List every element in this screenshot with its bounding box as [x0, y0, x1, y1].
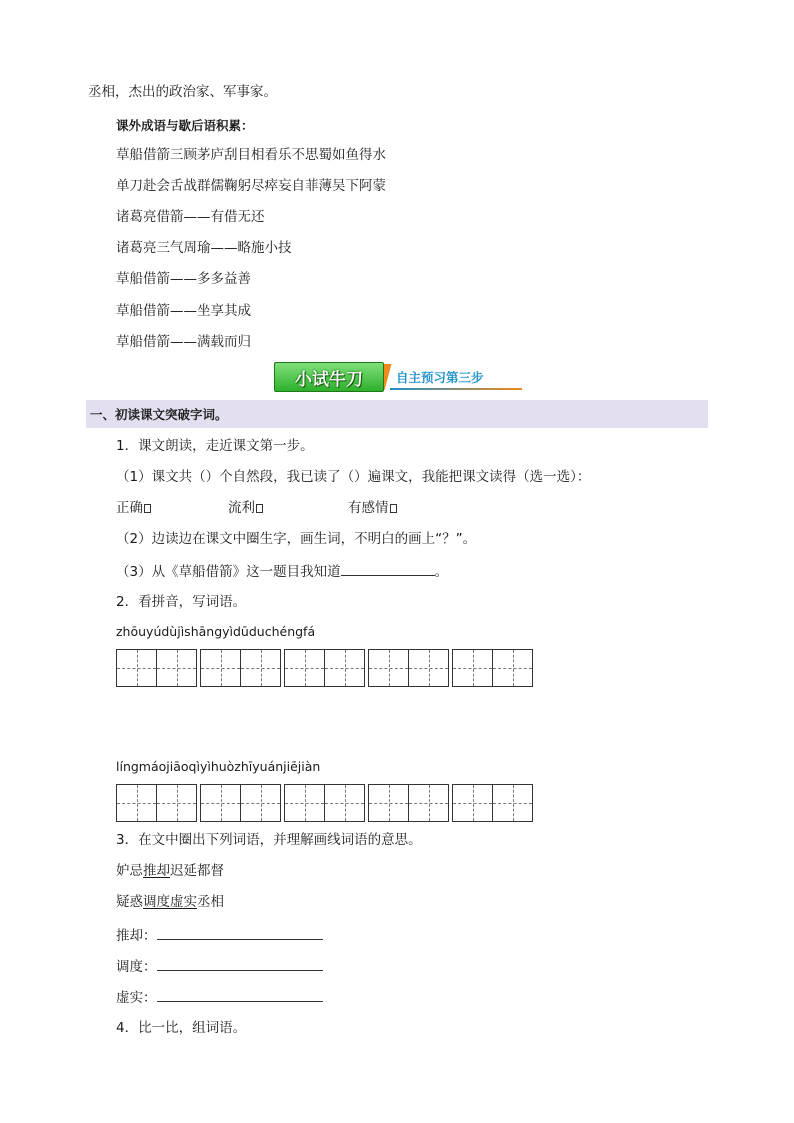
idioms-heading: 课外成语与歇后语积累： [116, 118, 254, 133]
term-label: 调度： [116, 959, 157, 975]
word-box[interactable] [452, 649, 533, 687]
word-box[interactable] [116, 784, 197, 822]
checkbox-icon[interactable] [256, 504, 263, 513]
answer-blank[interactable] [157, 956, 323, 971]
q1-part3-suffix: 。 [434, 564, 449, 580]
q3-title: 3．在文中圈出下列词语，并理解画线词语的意思。 [116, 832, 422, 848]
idiom-line-1: 草船借箭三顾茅庐刮目相看乐不思蜀如鱼得水 [116, 147, 386, 163]
word-box[interactable] [452, 784, 533, 822]
pinyin-row-2: língmáojiāoqìyìhuòzhīyuánjiējiàn [116, 759, 321, 774]
section-title: 一、初读课文突破字词。 [90, 407, 228, 422]
idiom-line-5: 草船借箭——多多益善 [116, 271, 251, 287]
idiom-line-4: 诸葛亮三气周瑜——略施小技 [116, 240, 292, 256]
idiom-line-6: 草船借箭——坐享其成 [116, 303, 251, 319]
word-box[interactable] [368, 784, 449, 822]
option-label: 有感情 [348, 500, 389, 516]
writing-grid-row-1 [116, 649, 536, 687]
answer-blank[interactable] [341, 561, 435, 576]
word-box[interactable] [284, 784, 365, 822]
option-label: 正确 [116, 500, 143, 516]
section-header-bar [86, 400, 708, 428]
checkbox-icon[interactable] [390, 504, 397, 513]
q3-word-row-2 [116, 893, 224, 911]
option-label: 流利 [228, 500, 255, 516]
term-tuique [116, 925, 323, 945]
word-underlined: 虚实 [170, 894, 197, 910]
term-xushi [116, 987, 323, 1007]
q1-part1: （1）课文共（）个自然段，我已读了（）遍课文，我能把课文读得（选一选）： [116, 469, 591, 485]
answer-blank[interactable] [157, 925, 323, 940]
idiom-line-3: 诸葛亮借箭——有借无还 [116, 209, 265, 225]
word-plain: 妒忌 [116, 863, 143, 879]
word-box[interactable] [200, 784, 281, 822]
banner-sub-text: 自主预习第三步 [396, 370, 484, 385]
checkbox-icon[interactable] [144, 504, 151, 513]
word-plain: 丞相 [197, 894, 224, 910]
banner-main-box [274, 362, 384, 392]
q1-option-correct[interactable] [116, 499, 151, 517]
word-underlined: 调度 [143, 894, 170, 910]
q1-option-fluent[interactable] [228, 499, 263, 517]
word-box[interactable] [368, 649, 449, 687]
q4-title: 4．比一比，组词语。 [116, 1020, 247, 1036]
pinyin-row-1: zhōuyúdùjìshāngyìdūduchéngfá [116, 624, 316, 639]
q1-title: 1．课文朗读，走近课文第一步。 [116, 438, 314, 454]
q2-title: 2．看拼音，写词语。 [116, 594, 247, 610]
term-diaodu [116, 956, 323, 976]
banner-underline [390, 388, 522, 390]
word-box[interactable] [284, 649, 365, 687]
q1-part3-prefix: （3）从《草船借箭》这一题目我知道 [116, 564, 341, 580]
word-plain: 迟延都督 [170, 863, 224, 879]
section-banner [274, 362, 522, 392]
q1-part3 [116, 561, 448, 581]
idiom-line-2: 单刀赴会舌战群儒鞠躬尽瘁妄自菲薄吴下阿蒙 [116, 178, 386, 194]
intro-continuation: 丞相，杰出的政治家、军事家。 [88, 84, 277, 100]
answer-blank[interactable] [157, 987, 323, 1002]
q1-option-emotion[interactable] [348, 499, 397, 517]
banner-main-text: 小试牛刀 [295, 370, 363, 390]
word-plain: 疑惑 [116, 894, 143, 910]
word-box[interactable] [200, 649, 281, 687]
term-label: 虚实： [116, 990, 157, 1006]
q3-word-row-1 [116, 862, 224, 880]
q1-part2: （2）边读边在课文中圈生字，画生词，不明白的画上“？”。 [116, 531, 477, 547]
word-box[interactable] [116, 649, 197, 687]
writing-grid-row-2 [116, 784, 536, 822]
word-underlined: 推却 [143, 863, 170, 879]
term-label: 推却： [116, 928, 157, 944]
idiom-line-7: 草船借箭——满载而归 [116, 334, 251, 350]
